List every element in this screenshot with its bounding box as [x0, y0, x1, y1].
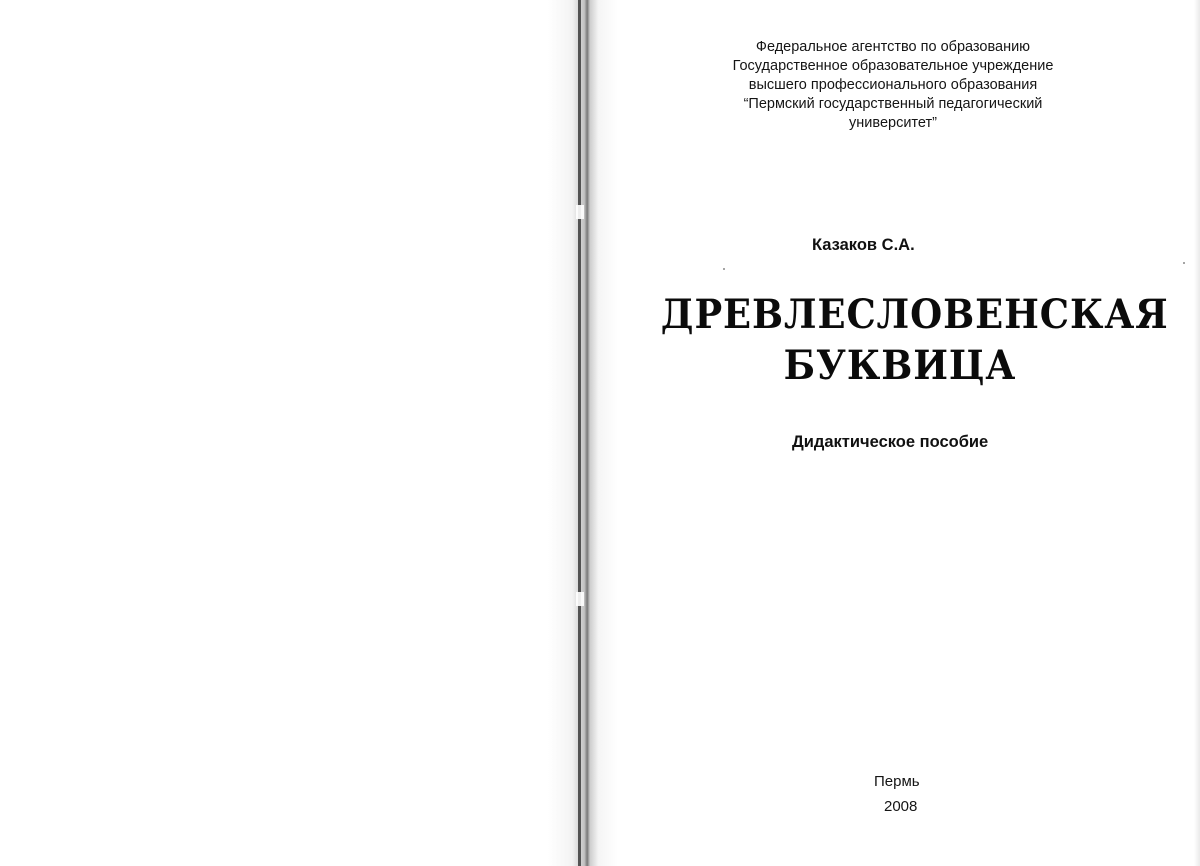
- publisher-line: высшего профессионального образования: [748, 77, 1038, 93]
- author-name: Казаков С.А.: [812, 236, 915, 254]
- scan-speck: [723, 268, 725, 270]
- book-subtitle: Дидактическое пособие: [792, 433, 989, 451]
- imprint-city: Пермь: [874, 773, 920, 790]
- book-title: [640, 290, 1169, 392]
- scan-speck: [1183, 262, 1185, 264]
- publisher-line: университет”: [849, 115, 937, 131]
- imprint-year: 2008: [884, 798, 918, 815]
- publisher-line: Государственное образовательное учреждение: [732, 58, 1054, 74]
- publisher-block: [576, 38, 1200, 133]
- title-line-1: ДРЕВЛЕСЛОВЕНСКАЯ: [660, 291, 1169, 338]
- staple-mark: [576, 205, 584, 219]
- publisher-line: Федеральное агентство по образованию: [755, 39, 1031, 55]
- title-line-2: БУКВИЦА: [783, 342, 1017, 389]
- left-page-blank: [0, 0, 586, 866]
- publisher-line: “Пермский государственный педагогический: [743, 96, 1043, 112]
- staple-mark: [576, 592, 584, 606]
